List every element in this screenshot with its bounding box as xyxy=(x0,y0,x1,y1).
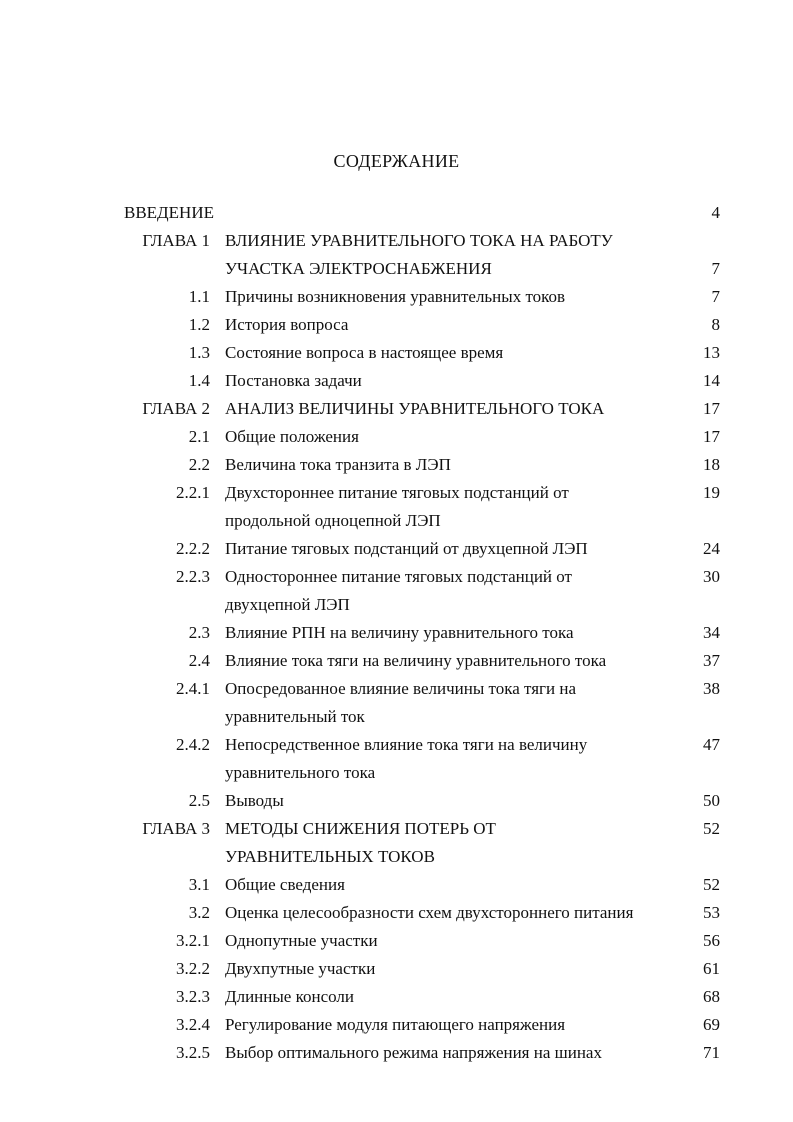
toc-entry-3-2-1[interactable] xyxy=(0,927,793,955)
toc-entry-2-2-3[interactable] xyxy=(0,563,793,591)
toc-entry-number: 2.3 xyxy=(188,623,210,642)
toc-entry-page: 52 xyxy=(703,875,720,894)
toc-entry-title: Общие положения xyxy=(225,427,359,446)
toc-entry-title: Двухстороннее питание тяговых подстанций от xyxy=(225,483,569,502)
page-title: СОДЕРЖАНИЕ xyxy=(333,151,460,171)
toc-entry-number: ВВЕДЕНИЕ xyxy=(124,203,214,222)
toc-entry-number: ГЛАВА 1 xyxy=(142,231,210,250)
toc-entry-2-2-1-cont xyxy=(0,507,793,535)
toc-entry-introduction[interactable] xyxy=(0,199,793,227)
toc-entry-page: 30 xyxy=(703,567,720,586)
toc-entry-title-cont: двухцепной ЛЭП xyxy=(225,595,350,614)
toc-entry-page: 4 xyxy=(711,203,720,222)
toc-entry-title: Одностороннее питание тяговых подстанций от xyxy=(225,567,572,586)
toc-entry-page: 17 xyxy=(703,427,720,446)
toc-entry-number: 2.4.1 xyxy=(176,679,210,698)
toc-entry-title: Однопутные участки xyxy=(225,931,378,950)
toc-entry-page: 13 xyxy=(703,343,720,362)
toc-entry-number: 2.2 xyxy=(188,455,210,474)
toc-entry-number: 2.2.3 xyxy=(176,567,210,586)
toc-entry-1-3[interactable] xyxy=(0,339,793,367)
toc-entry-page: 69 xyxy=(703,1015,720,1034)
toc-entry-number: 1.3 xyxy=(188,343,210,362)
toc-entry-page: 19 xyxy=(703,483,720,502)
toc-entry-1-2[interactable] xyxy=(0,311,793,339)
toc-entry-page: 68 xyxy=(703,987,720,1006)
toc-entry-page: 37 xyxy=(703,651,720,670)
toc-entry-chapter-3-cont xyxy=(0,843,793,871)
toc-entry-1-4[interactable] xyxy=(0,367,793,395)
toc-entry-2-2[interactable] xyxy=(0,451,793,479)
toc-entry-title: Общие сведения xyxy=(225,875,345,894)
toc-entry-3-2[interactable] xyxy=(0,899,793,927)
toc-entry-2-1[interactable] xyxy=(0,423,793,451)
toc-entry-title: Постановка задачи xyxy=(225,371,362,390)
toc-entry-title-cont: уравнительного тока xyxy=(225,763,376,782)
toc-entry-number: 2.2.1 xyxy=(176,483,210,502)
toc-entry-page: 56 xyxy=(703,931,720,950)
toc-entry-number: 2.4 xyxy=(188,651,210,670)
toc-entry-chapter-1-cont xyxy=(0,255,793,283)
toc-entry-2-4[interactable] xyxy=(0,647,793,675)
toc-entry-title: Регулирование модуля питающего напряжения xyxy=(225,1015,566,1034)
toc-entry-title: Влияние тока тяги на величину уравнительного тока xyxy=(225,651,607,670)
toc-entry-2-4-2[interactable] xyxy=(0,731,793,759)
toc-entry-title-cont: уравнительный ток xyxy=(225,707,365,726)
toc-entry-number: 2.5 xyxy=(188,791,210,810)
toc-entry-number: 3.2.3 xyxy=(176,987,210,1006)
toc-entry-chapter-2[interactable] xyxy=(0,395,793,423)
toc-entry-2-2-3-cont xyxy=(0,591,793,619)
toc-entry-title: Питание тяговых подстанций от двухцепной ЛЭП xyxy=(225,539,588,558)
toc-entry-title: Состояние вопроса в настоящее время xyxy=(225,343,504,362)
toc-entry-title: История вопроса xyxy=(225,315,349,334)
toc-entry-title: АНАЛИЗ ВЕЛИЧИНЫ УРАВНИТЕЛЬНОГО ТОКА xyxy=(225,399,605,418)
toc-entry-page: 18 xyxy=(703,455,720,474)
toc-entry-3-2-2[interactable] xyxy=(0,955,793,983)
toc-entry-2-4-1[interactable] xyxy=(0,675,793,703)
toc-entry-1-1[interactable] xyxy=(0,283,793,311)
toc-entry-number: 2.1 xyxy=(188,427,210,446)
toc-entry-page: 7 xyxy=(711,259,720,278)
toc-entry-page: 14 xyxy=(703,371,720,390)
toc-entry-title: Причины возникновения уравнительных токов xyxy=(225,287,566,306)
toc-entry-title: Выводы xyxy=(225,791,284,810)
toc-entry-number: 1.2 xyxy=(188,315,210,334)
toc-entry-number: 1.4 xyxy=(188,371,210,390)
toc-entry-3-1[interactable] xyxy=(0,871,793,899)
toc-entry-3-2-4[interactable] xyxy=(0,1011,793,1039)
toc-entry-title: Двухпутные участки xyxy=(225,959,376,978)
toc-entry-number: ГЛАВА 3 xyxy=(142,819,210,838)
toc-entry-2-2-1[interactable] xyxy=(0,479,793,507)
toc-entry-title: Длинные консоли xyxy=(225,987,354,1006)
toc-entry-page: 7 xyxy=(711,287,720,306)
toc-entry-page: 34 xyxy=(703,623,720,642)
toc-entry-title: Оценка целесообразности схем двухстороннего питания xyxy=(225,903,634,922)
toc-entry-title: Влияние РПН на величину уравнительного тока xyxy=(225,623,574,642)
toc-entry-title: Выбор оптимального режима напряжения на шинах xyxy=(225,1043,602,1062)
toc-entry-title: Опосредованное влияние величины тока тяги на xyxy=(225,679,577,698)
toc-entry-number: 2.4.2 xyxy=(176,735,210,754)
table-of-contents xyxy=(0,199,793,1067)
toc-entry-number: 3.2.5 xyxy=(176,1043,210,1062)
toc-entry-chapter-3[interactable] xyxy=(0,815,793,843)
toc-entry-number: 3.2.1 xyxy=(176,931,210,950)
toc-entry-number: ГЛАВА 2 xyxy=(142,399,210,418)
toc-entry-title-cont: продольной одноцепной ЛЭП xyxy=(225,511,441,530)
toc-entry-page: 24 xyxy=(703,539,720,558)
toc-entry-title: Непосредственное влияние тока тяги на величину xyxy=(225,735,588,754)
toc-entry-title: Величина тока транзита в ЛЭП xyxy=(225,455,451,474)
toc-entry-3-2-3[interactable] xyxy=(0,983,793,1011)
toc-entry-page: 17 xyxy=(703,399,720,418)
toc-entry-2-4-2-cont xyxy=(0,759,793,787)
toc-entry-page: 8 xyxy=(711,315,720,334)
toc-entry-page: 38 xyxy=(703,679,720,698)
toc-entry-number: 3.2.4 xyxy=(176,1015,210,1034)
toc-entry-2-5[interactable] xyxy=(0,787,793,815)
toc-entry-title-cont: УЧАСТКА ЭЛЕКТРОСНАБЖЕНИЯ xyxy=(225,259,492,278)
toc-entry-page: 50 xyxy=(703,791,720,810)
toc-entry-number: 2.2.2 xyxy=(176,539,210,558)
toc-entry-page: 61 xyxy=(703,959,720,978)
toc-entry-chapter-1[interactable] xyxy=(0,227,793,255)
toc-entry-2-2-2[interactable] xyxy=(0,535,793,563)
toc-entry-number: 3.2.2 xyxy=(176,959,210,978)
toc-entry-page: 53 xyxy=(703,903,720,922)
toc-entry-number: 1.1 xyxy=(188,287,210,306)
toc-entry-title: МЕТОДЫ СНИЖЕНИЯ ПОТЕРЬ ОТ xyxy=(225,819,496,838)
toc-entry-page: 47 xyxy=(703,735,720,754)
toc-entry-2-4-1-cont xyxy=(0,703,793,731)
toc-entry-2-3[interactable] xyxy=(0,619,793,647)
toc-entry-title: ВЛИЯНИЕ УРАВНИТЕЛЬНОГО ТОКА НА РАБОТУ xyxy=(225,231,613,250)
toc-entry-title-cont: УРАВНИТЕЛЬНЫХ ТОКОВ xyxy=(225,847,435,866)
toc-entry-page: 71 xyxy=(703,1043,720,1062)
toc-entry-3-2-5[interactable] xyxy=(0,1039,793,1067)
toc-entry-number: 3.2 xyxy=(188,903,210,922)
toc-entry-number: 3.1 xyxy=(188,875,210,894)
toc-entry-page: 52 xyxy=(703,819,720,838)
